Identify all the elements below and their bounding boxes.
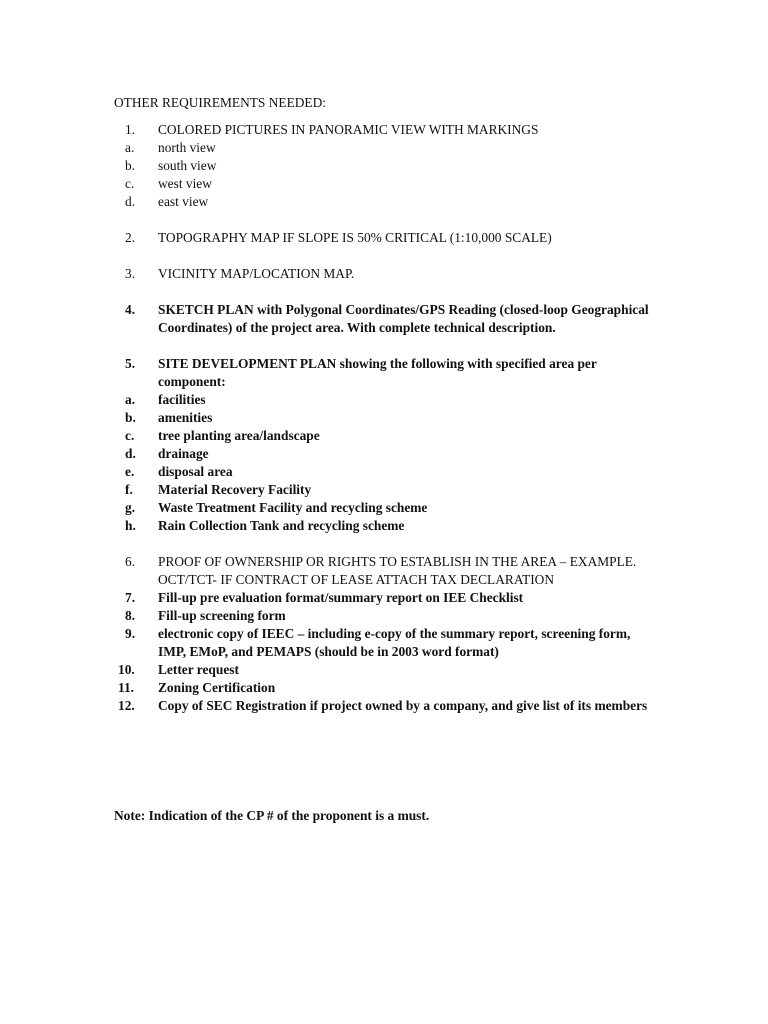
sub-item-text: drainage	[158, 446, 209, 461]
requirement-item-7	[114, 589, 654, 607]
sub-item-text: south view	[158, 158, 217, 173]
item-number: 7.	[125, 590, 136, 605]
item-number: 5.	[125, 356, 136, 371]
requirement-items-7-12	[114, 589, 654, 715]
item-text: TOPOGRAPHY MAP IF SLOPE IS 50% CRITICAL (1:10,000 SCALE)	[158, 230, 552, 245]
document-heading: OTHER REQUIREMENTS NEEDED:	[114, 95, 327, 110]
item-number: 8.	[125, 608, 136, 623]
item-text: Copy of SEC Registration if project owned by a company, and give list of its members	[158, 698, 648, 713]
requirement-item-8	[114, 607, 654, 625]
item-text: COLORED PICTURES IN PANORAMIC VIEW WITH MARKINGS	[158, 122, 539, 137]
item-text: Letter request	[158, 662, 239, 677]
item-text: VICINITY MAP/LOCATION MAP.	[158, 266, 355, 281]
sub-letter: g.	[125, 500, 136, 515]
sub-item-text: disposal area	[158, 464, 233, 479]
item-text: SITE DEVELOPMENT PLAN showing the following with specified area per component:	[158, 356, 597, 389]
item-number: 3.	[125, 266, 136, 281]
footer-note: Note: Indication of the CP # of the proponent is a must.	[114, 808, 430, 823]
sub-letter: c.	[125, 428, 135, 443]
requirements-document	[114, 94, 654, 715]
sub-item-text: north view	[158, 140, 216, 155]
item-text: Zoning Certification	[158, 680, 276, 695]
sub-letter: d.	[125, 194, 136, 209]
requirement-item-10	[114, 661, 654, 679]
item-text: Fill-up screening form	[158, 608, 286, 623]
sub-item-text: Rain Collection Tank and recycling scheme	[158, 518, 405, 533]
sub-letter: d.	[125, 446, 136, 461]
item-text: SKETCH PLAN with Polygonal Coordinates/GPS Reading (closed-loop Geographical Coordinates) of the project area. With complete technical description.	[158, 302, 649, 335]
requirement-item-12	[114, 697, 654, 715]
requirement-item-3	[114, 265, 654, 283]
item-number: 1.	[125, 122, 136, 137]
item-text: Fill-up pre evaluation format/summary report on IEE Checklist	[158, 590, 524, 605]
item-number: 9.	[125, 626, 136, 641]
item-number: 11.	[118, 680, 134, 695]
requirement-item-2	[114, 229, 654, 247]
requirement-item-11	[114, 679, 654, 697]
sub-item-text: Waste Treatment Facility and recycling scheme	[158, 500, 428, 515]
item-number: 10.	[118, 662, 135, 677]
requirement-item-6	[114, 553, 654, 589]
sub-item-text: tree planting area/landscape	[158, 428, 320, 443]
sub-item-text: amenities	[158, 410, 213, 425]
sub-letter: b.	[125, 410, 136, 425]
sub-item-text: east view	[158, 194, 209, 209]
requirement-item-5	[114, 355, 654, 535]
sub-letter: c.	[125, 176, 135, 191]
sub-item-text: Material Recovery Facility	[158, 482, 312, 497]
sub-letter: h.	[125, 518, 136, 533]
requirement-item-1	[114, 121, 654, 211]
sub-letter: f.	[125, 482, 133, 497]
requirement-item-9	[114, 625, 654, 661]
item-number: 4.	[125, 302, 136, 317]
item-number: 6.	[125, 554, 136, 569]
item-text: electronic copy of IEEC – including e-copy of the summary report, screening form, IMP, EMoP, and PEMAPS (should be in 2003 word format)	[158, 626, 631, 659]
sub-item-text: west view	[158, 176, 212, 191]
sub-letter: a.	[125, 392, 136, 407]
item-number: 2.	[125, 230, 136, 245]
item-number: 12.	[118, 698, 135, 713]
item-text: PROOF OF OWNERSHIP OR RIGHTS TO ESTABLISH IN THE AREA – EXAMPLE. OCT/TCT- IF CONTRACT OF LEASE ATTACH TAX DECLARATION	[158, 554, 637, 587]
sub-letter: e.	[125, 464, 135, 479]
sub-item-text: facilities	[158, 392, 206, 407]
sub-letter: a.	[125, 140, 135, 155]
sub-letter: b.	[125, 158, 136, 173]
requirement-item-4	[114, 301, 654, 337]
